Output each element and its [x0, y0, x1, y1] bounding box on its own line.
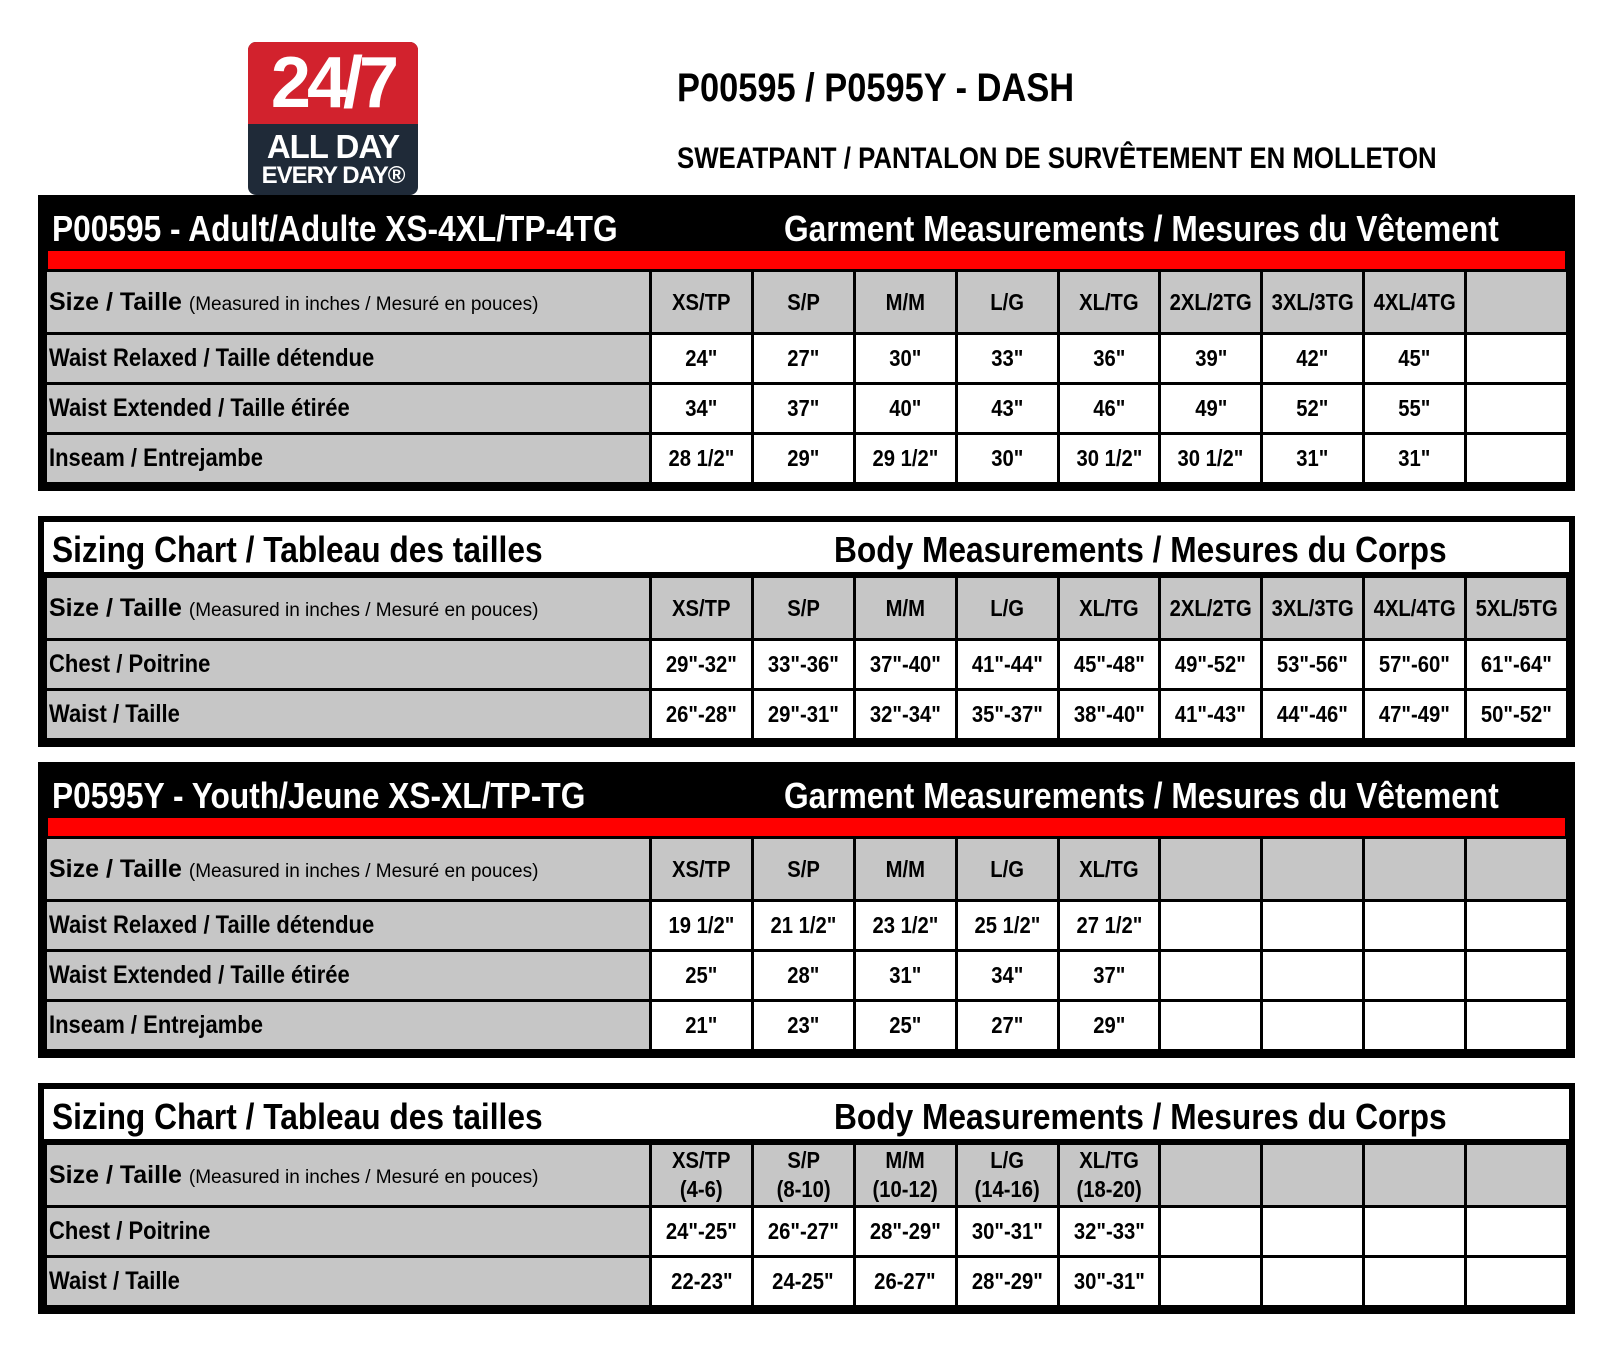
youth-garment-table: [44, 836, 1569, 1052]
adult-garment-section: [38, 195, 1575, 491]
size-name: L/G: [990, 288, 1024, 315]
table-row: [46, 1257, 1568, 1307]
empty-cell: [1262, 838, 1364, 901]
measurement-value: 46": [1092, 395, 1125, 421]
red-divider: [48, 818, 1565, 836]
size-label: Size / Taille: [49, 593, 182, 622]
size-column-header: [1364, 271, 1466, 334]
size-column-header: [752, 577, 854, 640]
size-label-cell: [46, 577, 651, 640]
measurement-value: 53"-56": [1277, 651, 1349, 677]
measurement-cell: [752, 1001, 854, 1051]
empty-cell: [1364, 901, 1466, 951]
measurement-cell: [1058, 951, 1160, 1001]
empty-cell: [1364, 1144, 1466, 1207]
measurement-cell: [1058, 334, 1160, 384]
size-column-header: [956, 271, 1058, 334]
measurement-value: 24-25": [772, 1268, 834, 1294]
row-label: [46, 1001, 651, 1051]
size-name: 3XL/3TG: [1271, 288, 1354, 315]
section-header: [44, 201, 1569, 251]
row-label: [46, 640, 651, 690]
size-column-header: [1058, 271, 1160, 334]
row-label-text: Chest / Poitrine: [49, 1217, 211, 1245]
size-label: Size / Taille: [49, 287, 182, 316]
size-name: XS/TP: [672, 855, 731, 882]
adult-garment-table: [44, 269, 1569, 485]
size-name: XL/TG: [1079, 288, 1139, 315]
measurement-cell: [651, 434, 753, 484]
measurement-value: 28 1/2": [668, 445, 735, 471]
section-title: P00595 - Adult/Adulte XS-4XL/TP-4TG: [52, 208, 618, 249]
measurement-cell: [956, 1001, 1058, 1051]
measurement-value: 61"-64": [1481, 651, 1552, 677]
row-label-text: Waist Relaxed / Taille détendue: [49, 344, 375, 372]
size-name: 4XL/4TG: [1373, 594, 1456, 621]
measurement-cell: [752, 384, 854, 434]
size-name: L/G: [990, 855, 1024, 882]
measurement-value: 27": [991, 1012, 1024, 1038]
measurement-value: 37"-40": [869, 651, 941, 677]
measurement-cell: [1160, 334, 1262, 384]
measurement-value: 29 1/2": [872, 445, 939, 471]
measurement-cell: [956, 640, 1058, 690]
measurement-cell: [956, 384, 1058, 434]
measurement-cell: [956, 1257, 1058, 1307]
measurement-value: 42": [1296, 345, 1329, 371]
empty-cell: [1364, 1001, 1466, 1051]
size-column-header: [1160, 577, 1262, 640]
measurement-cell: [854, 1207, 956, 1257]
empty-cell: [1364, 838, 1466, 901]
size-name: 2XL/2TG: [1169, 594, 1252, 621]
size-name: M/M: [885, 288, 925, 315]
measurement-value: 30"-31": [1073, 1268, 1145, 1294]
size-label-cell: [46, 838, 651, 901]
measurement-value: 41"-44": [971, 651, 1043, 677]
size-column-header: [752, 1144, 854, 1207]
size-header-row: [46, 271, 1568, 334]
measurement-value: 22-23": [670, 1268, 733, 1294]
row-label-text: Chest / Poitrine: [49, 650, 211, 678]
size-column-header: [956, 577, 1058, 640]
size-name: 2XL/2TG: [1169, 288, 1252, 315]
measurement-cell: [956, 334, 1058, 384]
measurement-value: 45"-48": [1073, 651, 1145, 677]
size-column-header: [1262, 577, 1364, 640]
measurement-cell: [752, 1207, 854, 1257]
logo-line2: EVERY DAY®: [261, 162, 405, 189]
table-row: [46, 951, 1568, 1001]
size-column-header: [651, 577, 753, 640]
measurement-cell: [1058, 640, 1160, 690]
size-name: XS/TP: [672, 1147, 731, 1174]
size-column-header: [1058, 838, 1160, 901]
table-row: [46, 434, 1568, 484]
empty-cell: [1466, 1144, 1568, 1207]
measurement-value: 25": [685, 962, 718, 988]
measurement-cell: [1160, 384, 1262, 434]
measurement-cell: [752, 690, 854, 740]
measurement-cell: [752, 434, 854, 484]
empty-cell: [1262, 901, 1364, 951]
measurement-value: 52": [1296, 395, 1329, 421]
empty-cell: [1466, 838, 1568, 901]
empty-cell: [1466, 901, 1568, 951]
size-column-header: [854, 838, 956, 901]
size-age-range: (4-6): [680, 1176, 723, 1202]
size-column-header: [1262, 271, 1364, 334]
row-label-text: Waist Relaxed / Taille détendue: [49, 911, 375, 939]
size-age-range: (10-12): [872, 1176, 938, 1202]
measurement-cell: [1466, 640, 1568, 690]
measurement-cell: [651, 1257, 753, 1307]
measurement-value: 36": [1092, 345, 1125, 371]
size-note: (Measured in inches / Mesuré en pouces): [188, 860, 539, 882]
measurement-value: 39": [1194, 345, 1227, 371]
measurement-value: 23": [787, 1012, 820, 1038]
table-row: [46, 1001, 1568, 1051]
size-column-header: [651, 838, 753, 901]
measurement-cell: [752, 334, 854, 384]
measurement-cell: [854, 951, 956, 1001]
empty-cell: [1364, 951, 1466, 1001]
empty-cell: [1466, 271, 1568, 334]
size-column-header: [651, 271, 753, 334]
empty-cell: [1466, 1257, 1568, 1307]
size-header-row: [46, 577, 1568, 640]
empty-cell: [1466, 1207, 1568, 1257]
section-subtitle: Body Measurements / Mesures du Corps: [834, 1096, 1447, 1137]
measurement-value: 57"-60": [1379, 651, 1451, 677]
measurement-cell: [651, 334, 753, 384]
measurement-value: 41"-43": [1175, 701, 1247, 727]
empty-cell: [1466, 951, 1568, 1001]
measurement-cell: [854, 690, 956, 740]
measurement-value: 30 1/2": [1177, 445, 1244, 471]
section-header: [44, 1089, 1569, 1142]
table-row: [46, 384, 1568, 434]
measurement-cell: [1262, 640, 1364, 690]
empty-cell: [1466, 1001, 1568, 1051]
size-name: L/G: [990, 1147, 1024, 1174]
size-column-header: [854, 1144, 956, 1207]
size-column-header: [1058, 1144, 1160, 1207]
empty-cell: [1466, 384, 1568, 434]
section-subtitle: Garment Measurements / Mesures du Vêtement: [784, 208, 1499, 249]
measurement-value: 55": [1398, 395, 1431, 421]
size-note: (Measured in inches / Mesuré en pouces): [188, 1166, 539, 1188]
measurement-value: 31": [1296, 445, 1329, 471]
section-header: [44, 768, 1569, 818]
measurement-value: 44"-46": [1277, 701, 1349, 727]
measurement-value: 32"-33": [1073, 1218, 1145, 1244]
logo-line1: ALL DAY: [266, 128, 400, 165]
measurement-cell: [752, 640, 854, 690]
measurement-value: 32"-34": [869, 701, 941, 727]
youth-garment-section: [38, 762, 1575, 1058]
measurement-value: 27": [787, 345, 820, 371]
measurement-value: 21 1/2": [770, 912, 837, 938]
measurement-cell: [956, 901, 1058, 951]
brand-logo: [248, 42, 418, 195]
measurement-value: 30"-31": [971, 1218, 1043, 1244]
empty-cell: [1364, 1207, 1466, 1257]
page-subtitle: SWEATPANT / PANTALON DE SURVÊTEMENT EN MOLLETON: [677, 142, 1437, 175]
measurement-cell: [1262, 690, 1364, 740]
row-label: [46, 334, 651, 384]
measurement-value: 31": [1398, 445, 1431, 471]
measurement-value: 25": [889, 1012, 922, 1038]
measurement-cell: [1058, 1207, 1160, 1257]
size-label: Size / Taille: [49, 1160, 182, 1189]
measurement-cell: [1364, 640, 1466, 690]
size-name: L/G: [990, 594, 1024, 621]
size-header-row: [46, 838, 1568, 901]
measurement-cell: [752, 1257, 854, 1307]
measurement-value: 31": [889, 962, 922, 988]
measurement-value: 26"-27": [767, 1218, 839, 1244]
empty-cell: [1160, 1257, 1262, 1307]
empty-cell: [1364, 1257, 1466, 1307]
measurement-cell: [1160, 690, 1262, 740]
size-column-header: [752, 838, 854, 901]
measurement-value: 38"-40": [1073, 701, 1145, 727]
measurement-value: 26-27": [874, 1268, 936, 1294]
measurement-value: 21": [685, 1012, 718, 1038]
measurement-cell: [1466, 690, 1568, 740]
size-column-header: [854, 271, 956, 334]
table-row: [46, 901, 1568, 951]
measurement-cell: [854, 640, 956, 690]
measurement-value: 24": [685, 345, 718, 371]
measurement-value: 40": [889, 395, 922, 421]
size-name: S/P: [786, 288, 820, 315]
measurement-value: 27 1/2": [1075, 912, 1142, 938]
measurement-cell: [1058, 384, 1160, 434]
logo-number: 24/7: [248, 42, 418, 124]
size-column-header: [956, 838, 1058, 901]
section-title: P0595Y - Youth/Jeune XS-XL/TP-TG: [52, 775, 586, 816]
measurement-value: 25 1/2": [974, 912, 1040, 938]
measurement-value: 29": [787, 445, 820, 471]
size-column-header: [854, 577, 956, 640]
row-label: [46, 951, 651, 1001]
measurement-cell: [1364, 434, 1466, 484]
measurement-value: 30": [889, 345, 922, 371]
measurement-value: 35"-37": [971, 701, 1043, 727]
measurement-cell: [1058, 690, 1160, 740]
measurement-cell: [1262, 434, 1364, 484]
row-label: [46, 1207, 651, 1257]
empty-cell: [1262, 1257, 1364, 1307]
measurement-value: 37": [1092, 962, 1125, 988]
size-name: 3XL/3TG: [1271, 594, 1354, 621]
empty-cell: [1262, 951, 1364, 1001]
row-label-text: Inseam / Entrejambe: [49, 444, 263, 472]
size-name: S/P: [786, 1147, 820, 1174]
row-label-text: Waist Extended / Taille étirée: [49, 961, 350, 989]
table-row: [46, 1207, 1568, 1257]
size-column-header: [956, 1144, 1058, 1207]
measurement-cell: [651, 1207, 753, 1257]
measurement-value: 23 1/2": [872, 912, 939, 938]
adult-body-table: [44, 575, 1569, 741]
size-column-header: [1160, 271, 1262, 334]
empty-cell: [1466, 334, 1568, 384]
adult-body-section: [38, 516, 1575, 747]
empty-cell: [1160, 1207, 1262, 1257]
measurement-cell: [651, 640, 753, 690]
table-row: [46, 640, 1568, 690]
youth-body-table: [44, 1142, 1569, 1308]
measurement-cell: [854, 434, 956, 484]
empty-cell: [1160, 951, 1262, 1001]
section-subtitle: Garment Measurements / Mesures du Vêtement: [784, 775, 1499, 816]
measurement-cell: [854, 384, 956, 434]
empty-cell: [1160, 1144, 1262, 1207]
empty-cell: [1262, 1207, 1364, 1257]
measurement-cell: [956, 1207, 1058, 1257]
measurement-value: 30": [991, 445, 1024, 471]
measurement-value: 28": [787, 962, 820, 988]
size-name: M/M: [885, 594, 925, 621]
size-column-header: [1466, 577, 1568, 640]
empty-cell: [1466, 434, 1568, 484]
measurement-value: 34": [685, 395, 718, 421]
size-column-header: [1058, 577, 1160, 640]
measurement-value: 33": [991, 345, 1024, 371]
row-label: [46, 434, 651, 484]
row-label-text: Waist Extended / Taille étirée: [49, 394, 350, 422]
measurement-cell: [854, 901, 956, 951]
size-age-range: (8-10): [776, 1176, 831, 1202]
measurement-value: 33"-36": [767, 651, 839, 677]
size-age-range: (14-16): [974, 1176, 1040, 1202]
row-label: [46, 690, 651, 740]
empty-cell: [1160, 1001, 1262, 1051]
empty-cell: [1160, 901, 1262, 951]
row-label-text: Inseam / Entrejambe: [49, 1011, 263, 1039]
measurement-value: 37": [787, 395, 820, 421]
measurement-value: 26"-28": [665, 701, 737, 727]
size-name: XL/TG: [1079, 855, 1139, 882]
size-name: 4XL/4TG: [1373, 288, 1456, 315]
size-name: S/P: [786, 594, 820, 621]
measurement-value: 19 1/2": [668, 912, 735, 938]
measurement-value: 34": [991, 962, 1024, 988]
section-header: [44, 522, 1569, 575]
measurement-cell: [956, 951, 1058, 1001]
size-name: XS/TP: [672, 594, 731, 621]
section-subtitle: Body Measurements / Mesures du Corps: [834, 529, 1447, 570]
page-title: P00595 / P0595Y - DASH: [677, 66, 1075, 110]
size-column-header: [651, 1144, 753, 1207]
row-label-text: Waist / Taille: [49, 1267, 180, 1295]
measurement-value: 28"-29": [971, 1268, 1043, 1294]
size-name: M/M: [885, 1147, 925, 1174]
size-name: 5XL/5TG: [1475, 594, 1558, 621]
measurement-cell: [1058, 434, 1160, 484]
measurement-cell: [1364, 334, 1466, 384]
section-title: Sizing Chart / Tableau des tailles: [52, 1096, 543, 1137]
size-column-header: [1364, 577, 1466, 640]
size-note: (Measured in inches / Mesuré en pouces): [188, 599, 539, 621]
measurement-value: 45": [1398, 345, 1431, 371]
size-label-cell: [46, 271, 651, 334]
measurement-value: 29": [1092, 1012, 1125, 1038]
size-age-range: (18-20): [1076, 1176, 1142, 1202]
row-label: [46, 384, 651, 434]
size-column-header: [752, 271, 854, 334]
row-label-text: Waist / Taille: [49, 700, 180, 728]
measurement-cell: [956, 434, 1058, 484]
measurement-value: 50"-52": [1481, 701, 1552, 727]
size-note: (Measured in inches / Mesuré en pouces): [188, 293, 539, 315]
measurement-value: 24"-25": [665, 1218, 737, 1244]
measurement-value: 28"-29": [869, 1218, 941, 1244]
measurement-value: 49": [1194, 395, 1227, 421]
youth-body-section: [38, 1083, 1575, 1314]
red-divider: [48, 251, 1565, 269]
size-header-row: [46, 1144, 1568, 1207]
measurement-value: 49"-52": [1175, 651, 1247, 677]
measurement-cell: [651, 901, 753, 951]
measurement-cell: [956, 690, 1058, 740]
measurement-cell: [651, 384, 753, 434]
measurement-cell: [651, 951, 753, 1001]
size-name: XL/TG: [1079, 1147, 1139, 1174]
measurement-value: 29"-32": [665, 651, 737, 677]
measurement-cell: [1160, 434, 1262, 484]
measurement-cell: [854, 334, 956, 384]
size-label: Size / Taille: [49, 854, 182, 883]
measurement-value: 43": [991, 395, 1024, 421]
measurement-cell: [1058, 901, 1160, 951]
table-row: [46, 334, 1568, 384]
measurement-cell: [1364, 384, 1466, 434]
size-name: XL/TG: [1079, 594, 1139, 621]
measurement-cell: [1364, 690, 1466, 740]
measurement-cell: [854, 1257, 956, 1307]
table-row: [46, 690, 1568, 740]
size-label-cell: [46, 1144, 651, 1207]
measurement-cell: [1262, 384, 1364, 434]
empty-cell: [1262, 1144, 1364, 1207]
empty-cell: [1262, 1001, 1364, 1051]
size-name: S/P: [786, 855, 820, 882]
row-label: [46, 1257, 651, 1307]
measurement-value: 29"-31": [767, 701, 839, 727]
size-name: XS/TP: [672, 288, 731, 315]
measurement-cell: [1160, 640, 1262, 690]
size-name: M/M: [885, 855, 925, 882]
measurement-cell: [1262, 334, 1364, 384]
section-title: Sizing Chart / Tableau des tailles: [52, 529, 543, 570]
measurement-value: 30 1/2": [1075, 445, 1142, 471]
empty-cell: [1160, 838, 1262, 901]
measurement-cell: [854, 1001, 956, 1051]
measurement-cell: [752, 901, 854, 951]
measurement-cell: [651, 690, 753, 740]
row-label: [46, 901, 651, 951]
measurement-cell: [651, 1001, 753, 1051]
measurement-cell: [1058, 1257, 1160, 1307]
measurement-cell: [1058, 1001, 1160, 1051]
measurement-cell: [752, 951, 854, 1001]
measurement-value: 47"-49": [1379, 701, 1451, 727]
